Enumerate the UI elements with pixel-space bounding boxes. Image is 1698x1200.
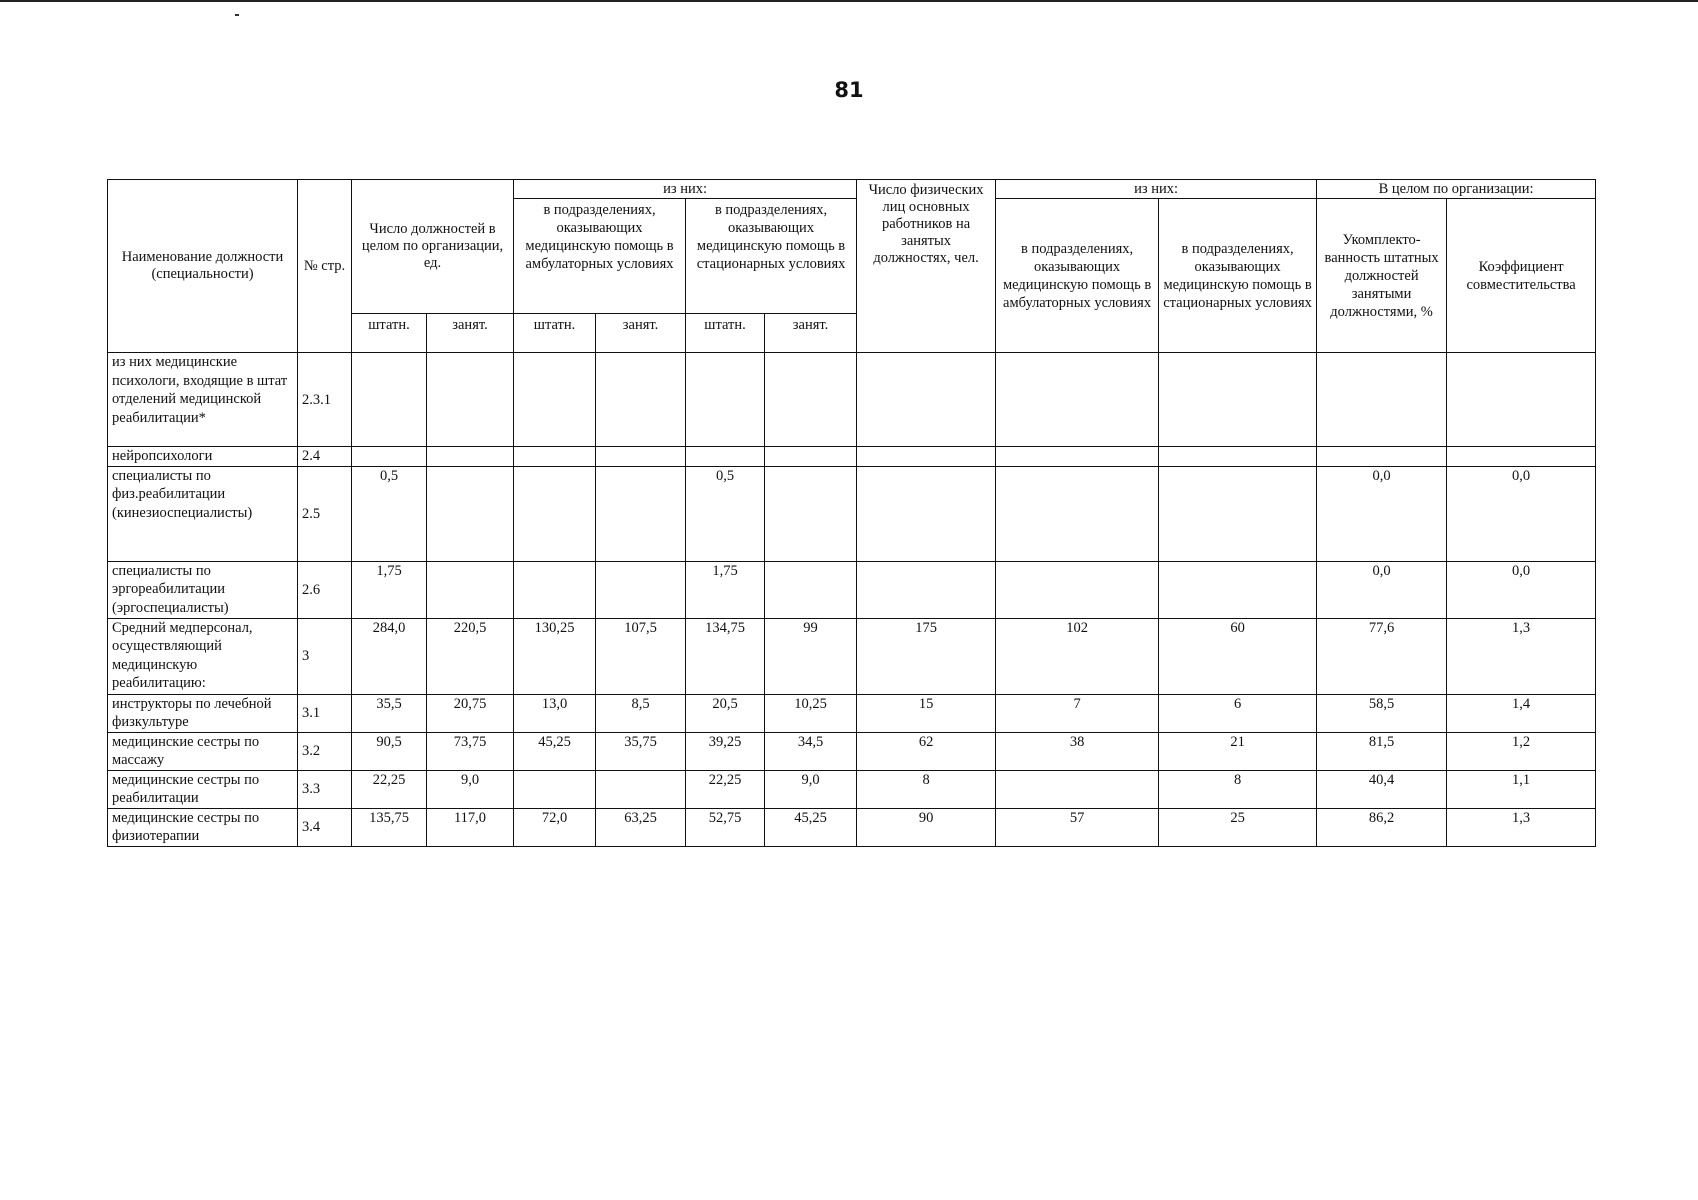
cell-persons-outpatient	[996, 466, 1159, 561]
row-name: Средний медперсонал, осуществляющий медицинскую реабилитацию:	[108, 618, 298, 694]
header-name: Наименование должности (специальности)	[108, 180, 298, 353]
cell-coefficient: 1,3	[1447, 618, 1596, 694]
header-inpatient-units: в подразделениях, оказывающих медицинскую помощь в стационарных условиях	[686, 199, 857, 314]
cell-staffing	[1317, 353, 1447, 447]
cell-inpatient-occupied	[765, 447, 857, 467]
cell-persons-outpatient: 57	[996, 808, 1159, 846]
cell-staffing: 77,6	[1317, 618, 1447, 694]
row-number: 3	[298, 618, 352, 694]
cell-persons-inpatient: 60	[1159, 618, 1317, 694]
header-occupied-3: занят.	[765, 314, 857, 353]
cell-inpatient-occupied: 34,5	[765, 732, 857, 770]
cell-positions-staff: 22,25	[352, 770, 427, 808]
cell-coefficient	[1447, 353, 1596, 447]
cell-inpatient-staff: 0,5	[686, 466, 765, 561]
row-number: 2.5	[298, 466, 352, 561]
cell-outpatient-staff: 72,0	[514, 808, 596, 846]
header-outpatient-units: в подразделениях, оказывающих медицинскую помощь в амбулаторных условиях	[514, 199, 686, 314]
cell-positions-occupied: 117,0	[427, 808, 514, 846]
cell-persons	[857, 447, 996, 467]
header-of-them-2: из них:	[996, 180, 1317, 199]
cell-outpatient-occupied	[596, 561, 686, 618]
scan-top-border	[0, 0, 1698, 2]
cell-coefficient: 1,1	[1447, 770, 1596, 808]
header-coefficient: Коэффициент совместительства	[1447, 199, 1596, 353]
header-org-total: В целом по организации:	[1317, 180, 1596, 199]
cell-positions-staff	[352, 447, 427, 467]
cell-coefficient: 0,0	[1447, 561, 1596, 618]
cell-persons-inpatient	[1159, 447, 1317, 467]
header-occupied-1: занят.	[427, 314, 514, 353]
cell-persons-outpatient	[996, 353, 1159, 447]
cell-persons-outpatient: 102	[996, 618, 1159, 694]
cell-staffing	[1317, 447, 1447, 467]
cell-persons	[857, 466, 996, 561]
cell-persons: 62	[857, 732, 996, 770]
cell-inpatient-staff: 134,75	[686, 618, 765, 694]
row-number: 3.3	[298, 770, 352, 808]
cell-positions-occupied: 73,75	[427, 732, 514, 770]
header-of-them-1: из них:	[514, 180, 857, 199]
cell-persons	[857, 353, 996, 447]
cell-inpatient-occupied	[765, 561, 857, 618]
cell-inpatient-staff: 39,25	[686, 732, 765, 770]
cell-persons-inpatient: 21	[1159, 732, 1317, 770]
cell-persons: 15	[857, 694, 996, 732]
cell-persons-inpatient: 25	[1159, 808, 1317, 846]
table-row	[108, 466, 1596, 561]
row-number: 3.1	[298, 694, 352, 732]
header-row-no: № стр.	[298, 180, 352, 353]
row-name: из них медицинские психологи, входящие в штат отделений медицинской реабилитации*	[108, 353, 298, 447]
cell-positions-staff	[352, 353, 427, 447]
row-name: специалисты по физ.реабилитации (кинезиоспециалисты)	[108, 466, 298, 561]
cell-positions-occupied: 220,5	[427, 618, 514, 694]
cell-inpatient-occupied: 9,0	[765, 770, 857, 808]
cell-positions-occupied: 20,75	[427, 694, 514, 732]
header-staffing: Укомплекто-ванность штатных должностей занятыми должностями, %	[1317, 199, 1447, 353]
cell-inpatient-staff: 52,75	[686, 808, 765, 846]
cell-outpatient-staff	[514, 447, 596, 467]
scan-mark	[235, 14, 239, 16]
table-row	[108, 561, 1596, 618]
header-positions-total: Число должностей в целом по организации, ед.	[352, 180, 514, 314]
row-name: медицинские сестры по массажу	[108, 732, 298, 770]
row-number: 3.2	[298, 732, 352, 770]
page-number: 81	[834, 78, 864, 102]
row-name: инструкторы по лечебной физкультуре	[108, 694, 298, 732]
cell-persons-outpatient	[996, 770, 1159, 808]
row-number: 2.6	[298, 561, 352, 618]
cell-outpatient-occupied: 63,25	[596, 808, 686, 846]
cell-persons: 8	[857, 770, 996, 808]
cell-persons-outpatient	[996, 561, 1159, 618]
cell-inpatient-staff: 22,25	[686, 770, 765, 808]
cell-outpatient-staff: 130,25	[514, 618, 596, 694]
cell-staffing: 0,0	[1317, 561, 1447, 618]
cell-persons-inpatient	[1159, 466, 1317, 561]
row-number: 2.3.1	[298, 353, 352, 447]
cell-persons-inpatient	[1159, 353, 1317, 447]
cell-persons: 175	[857, 618, 996, 694]
cell-positions-occupied: 9,0	[427, 770, 514, 808]
cell-outpatient-staff	[514, 353, 596, 447]
cell-positions-occupied	[427, 466, 514, 561]
header-persons-inpatient: в подразделениях, оказывающих медицинскую помощь в стационарных условиях	[1159, 199, 1317, 353]
cell-persons-outpatient: 7	[996, 694, 1159, 732]
cell-positions-staff: 1,75	[352, 561, 427, 618]
cell-inpatient-occupied: 99	[765, 618, 857, 694]
cell-outpatient-occupied: 35,75	[596, 732, 686, 770]
cell-inpatient-occupied	[765, 466, 857, 561]
header-persons: Число физических лиц основных работников на занятых должностях, чел.	[857, 180, 996, 353]
cell-positions-staff: 135,75	[352, 808, 427, 846]
cell-outpatient-occupied	[596, 770, 686, 808]
cell-positions-occupied	[427, 447, 514, 467]
row-name: нейропсихологи	[108, 447, 298, 467]
cell-coefficient: 1,3	[1447, 808, 1596, 846]
row-name: медицинские сестры по реабилитации	[108, 770, 298, 808]
cell-staffing: 40,4	[1317, 770, 1447, 808]
cell-staffing: 0,0	[1317, 466, 1447, 561]
cell-inpatient-occupied: 10,25	[765, 694, 857, 732]
cell-positions-staff: 35,5	[352, 694, 427, 732]
row-name: медицинские сестры по физиотерапии	[108, 808, 298, 846]
cell-persons-inpatient: 8	[1159, 770, 1317, 808]
cell-inpatient-occupied: 45,25	[765, 808, 857, 846]
table-row	[108, 447, 1596, 467]
row-number: 2.4	[298, 447, 352, 467]
table-row	[108, 770, 1596, 808]
cell-persons-outpatient: 38	[996, 732, 1159, 770]
cell-inpatient-staff	[686, 447, 765, 467]
cell-staffing: 81,5	[1317, 732, 1447, 770]
cell-coefficient: 0,0	[1447, 466, 1596, 561]
cell-outpatient-occupied	[596, 353, 686, 447]
table-row	[108, 808, 1596, 846]
cell-coefficient: 1,2	[1447, 732, 1596, 770]
header-persons-outpatient: в подразделениях, оказывающих медицинскую помощь в амбулаторных условиях	[996, 199, 1159, 353]
row-number: 3.4	[298, 808, 352, 846]
cell-positions-staff: 284,0	[352, 618, 427, 694]
cell-inpatient-occupied	[765, 353, 857, 447]
cell-positions-occupied	[427, 353, 514, 447]
cell-inpatient-staff: 1,75	[686, 561, 765, 618]
table-row	[108, 694, 1596, 732]
cell-outpatient-occupied	[596, 466, 686, 561]
cell-persons-inpatient: 6	[1159, 694, 1317, 732]
table-row	[108, 618, 1596, 694]
table-row	[108, 732, 1596, 770]
cell-positions-staff: 90,5	[352, 732, 427, 770]
header-occupied-2: занят.	[596, 314, 686, 353]
cell-outpatient-staff: 45,25	[514, 732, 596, 770]
cell-positions-staff: 0,5	[352, 466, 427, 561]
cell-outpatient-staff	[514, 561, 596, 618]
header-staff-3: штатн.	[686, 314, 765, 353]
cell-persons-inpatient	[1159, 561, 1317, 618]
cell-coefficient: 1,4	[1447, 694, 1596, 732]
cell-coefficient	[1447, 447, 1596, 467]
header-staff-1: штатн.	[352, 314, 427, 353]
header-staff-2: штатн.	[514, 314, 596, 353]
cell-outpatient-staff	[514, 466, 596, 561]
cell-outpatient-occupied: 107,5	[596, 618, 686, 694]
cell-inpatient-staff	[686, 353, 765, 447]
cell-positions-occupied	[427, 561, 514, 618]
table-row	[108, 353, 1596, 447]
cell-persons-outpatient	[996, 447, 1159, 467]
cell-outpatient-staff	[514, 770, 596, 808]
cell-persons: 90	[857, 808, 996, 846]
cell-outpatient-occupied: 8,5	[596, 694, 686, 732]
cell-outpatient-staff: 13,0	[514, 694, 596, 732]
cell-outpatient-occupied	[596, 447, 686, 467]
cell-staffing: 58,5	[1317, 694, 1447, 732]
cell-persons	[857, 561, 996, 618]
cell-staffing: 86,2	[1317, 808, 1447, 846]
row-name: специалисты по эргореабилитации (эргоспециалисты)	[108, 561, 298, 618]
cell-inpatient-staff: 20,5	[686, 694, 765, 732]
staffing-table	[107, 179, 1596, 847]
